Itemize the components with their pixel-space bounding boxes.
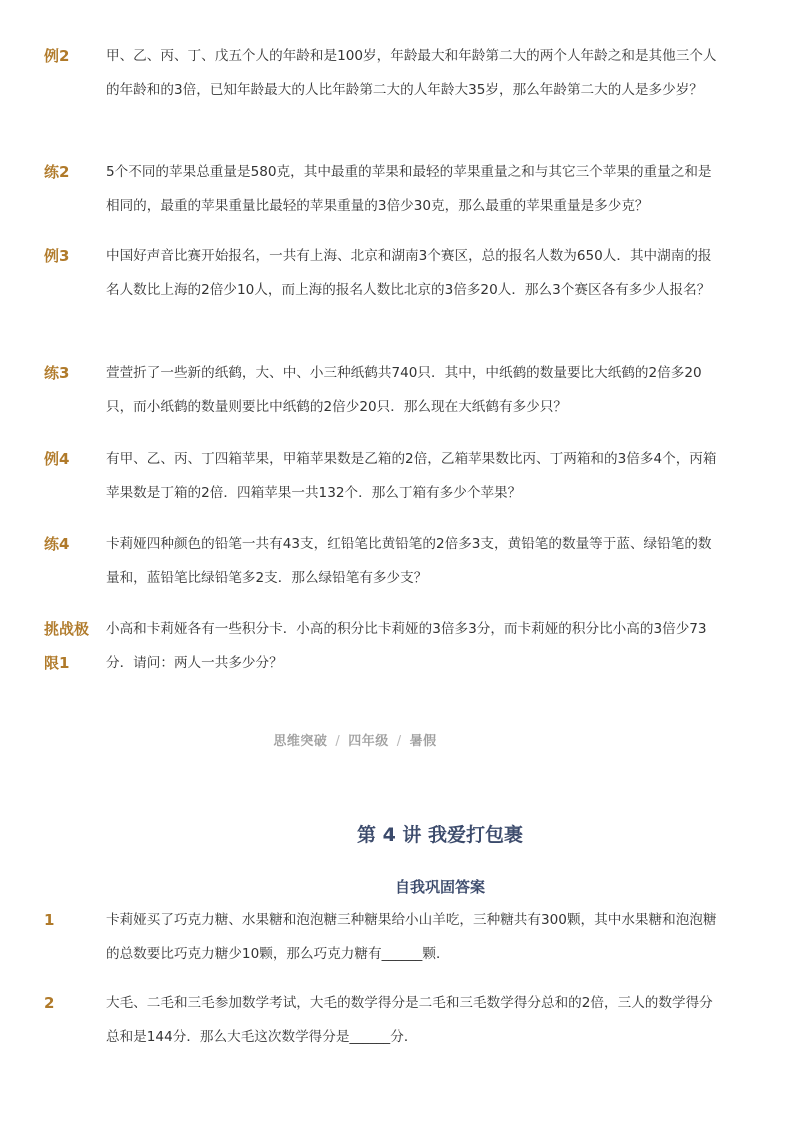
footer-separator: / <box>335 734 341 749</box>
footer-grade: 四年级 <box>348 734 389 749</box>
section-title: 自我巩固答案 <box>394 878 485 896</box>
problem-label: 练2 <box>44 163 70 181</box>
problem-label: 例3 <box>44 247 70 265</box>
page-footer <box>0 730 710 749</box>
lecture-title: 第 4 讲 我爱打包裹 <box>356 824 524 846</box>
problem-text: 卡莉娅四种颜色的铅笔一共有43支，红铅笔比黄铅笔的2倍多3支，黄铅笔的数量等于蓝、绿铅笔的数量和，蓝铅笔比绿铅笔多2支．那么绿铅笔有多少支？ <box>106 536 712 586</box>
problem-text: 5个不同的苹果总重量是580克，其中最重的苹果和最轻的苹果重量之和与其它三个苹果的重量之和是相同的，最重的苹果重量比最轻的苹果重量的3倍少30克，那么最重的苹果重量是多少克？ <box>106 164 712 214</box>
footer-series: 思维突破 <box>273 734 328 749</box>
problem-label: 练3 <box>44 364 70 382</box>
footer-separator: / <box>396 734 402 749</box>
problem-label: 挑战极限1 <box>44 620 90 672</box>
problem-text: 中国好声音比赛开始报名，一共有上海、北京和湖南3个赛区，总的报名人数为650人．其中湖南的报名人数比上海的2倍少10人，而上海的报名人数比北京的3倍多20人．那么3个赛区各有多少人报名？ <box>106 248 712 298</box>
problem-text: 小高和卡莉娅各有一些积分卡．小高的积分比卡莉娅的3倍多3分，而卡莉娅的积分比小高的3倍少73分．请问：两人一共多少分？ <box>106 621 707 671</box>
problem-text: 有甲、乙、丙、丁四箱苹果，甲箱苹果数是乙箱的2倍，乙箱苹果数比丙、丁两箱和的3倍多4个，丙箱苹果数是丁箱的2倍．四箱苹果一共132个．那么丁箱有多少个苹果？ <box>106 451 717 501</box>
problem-label: 例4 <box>44 450 70 468</box>
answer-text: 大毛、二毛和三毛参加数学考试，大毛的数学得分是二毛和三毛数学得分总和的2倍，三人的数学得分总和是144分．那么大毛这次数学得分是______分． <box>106 995 713 1045</box>
problem-text: 萱萱折了一些新的纸鹤，大、中、小三种纸鹤共740只．其中，中纸鹤的数量要比大纸鹤的2倍多20只，而小纸鹤的数量则要比中纸鹤的2倍少20只．那么现在大纸鹤有多少只？ <box>106 365 702 415</box>
problem-label: 例2 <box>44 47 70 65</box>
problem-label: 练4 <box>44 535 70 553</box>
footer-term: 暑假 <box>409 734 437 749</box>
answer-text: 卡莉娅买了巧克力糖、水果糖和泡泡糖三种糖果给小山羊吃，三种糖共有300颗，其中水果糖和泡泡糖的总数要比巧克力糖少10颗，那么巧克力糖有______颗． <box>106 912 717 962</box>
problem-text: 甲、乙、丙、丁、戊五个人的年龄和是100岁，年龄最大和年龄第二大的两个人年龄之和是其他三个人的年龄和的3倍，已知年龄最大的人比年龄第二大的人年龄大35岁，那么年龄第二大的人是多少岁？ <box>106 48 717 98</box>
answer-label: 2 <box>44 994 55 1012</box>
answer-label: 1 <box>44 911 55 929</box>
